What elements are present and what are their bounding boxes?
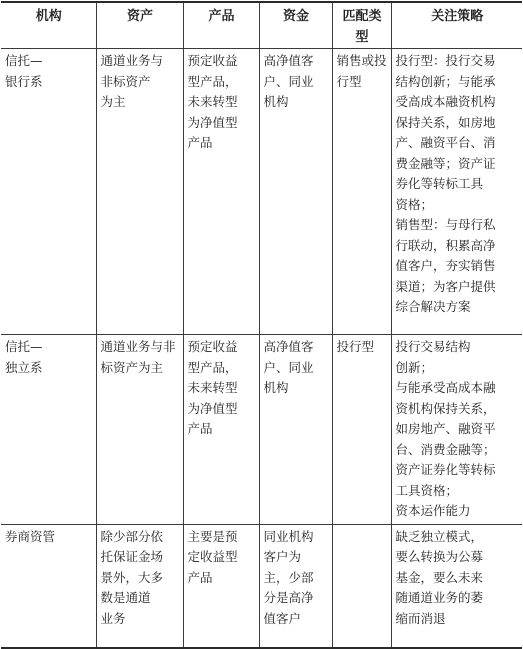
cell-line: 资产证券化等转标 [395, 462, 496, 477]
cell-line: 产品 [187, 569, 213, 585]
cell-line: 同业机构 [263, 528, 314, 544]
cell-match-type [332, 49, 391, 335]
cell-line: 台、消费金融等； [395, 441, 496, 457]
cell-line: 费金融等；资产证 [395, 155, 496, 171]
cell-line: 非标资产 [100, 73, 151, 89]
table-row [1, 524, 522, 648]
table-row [1, 335, 522, 525]
cell-institution [1, 524, 96, 648]
cell-assets [96, 49, 183, 335]
header-institution: 机构 [1, 2, 96, 49]
cell-institution [1, 49, 96, 335]
cell-line: 销售或投 [336, 53, 387, 68]
cell-line: 产品 [187, 135, 213, 150]
cell-line: 除少部分依 [100, 528, 164, 544]
cell-line: 值客户 [263, 610, 302, 626]
header-strategy: 关注策略 [391, 2, 522, 49]
header-funds: 资金 [259, 2, 332, 49]
cell-line: 户、同业 [263, 73, 314, 89]
cell-line: 未来转型 [187, 94, 238, 109]
cell-line: 机构 [263, 94, 289, 109]
cell-line: 投行型 [336, 339, 375, 354]
cell-line: 为净值型 [187, 400, 238, 416]
header-product: 产品 [183, 2, 259, 49]
cell-line: 为净值型 [187, 114, 238, 130]
cell-line: 独立系 [5, 359, 43, 375]
cell-line: 通道业务与 [100, 53, 164, 68]
cell-line: 与能承受高成本融 [395, 380, 496, 395]
cell-line: 如房地产、融资平 [395, 421, 496, 436]
cell-line: 型产品， [187, 359, 238, 375]
cell-line: 户、同业 [263, 359, 314, 375]
header-match-type: 匹配类型 [332, 2, 391, 49]
cell-line: 值客户，夯实销售 [395, 258, 496, 273]
cell-line: 资本运作能力 [395, 503, 471, 518]
cell-line: 券化等转标工具 [395, 176, 484, 191]
cell-line: 标资产为主 [100, 359, 164, 375]
cell-line: 高净值客 [263, 339, 314, 354]
cell-line: 为主 [100, 94, 126, 109]
cell-line: 通道业务与非 [100, 339, 176, 354]
cell-line: 分是高净 [263, 590, 314, 605]
cell-institution [1, 335, 96, 525]
cell-line: 预定收益 [187, 339, 238, 354]
cell-funds [259, 49, 332, 335]
cell-line: 型产品， [187, 73, 238, 89]
cell-line: 业务 [100, 610, 126, 626]
cell-line: 受高成本融资机构 [395, 94, 496, 109]
cell-funds [259, 335, 332, 525]
cell-line: 工具资格； [395, 482, 459, 498]
cell-line: 基金，要么未来 [395, 569, 484, 585]
cell-line: 保持关系，如房地 [395, 114, 496, 130]
cell-line: 缺乏独立模式， [395, 528, 484, 544]
cell-line: 预定收益 [187, 53, 238, 68]
header-assets: 资产 [96, 2, 183, 49]
cell-line: 未来转型 [187, 380, 238, 395]
cell-assets [96, 524, 183, 648]
cell-line: 销售型：与母行私 [395, 217, 496, 232]
cell-line: 综合解决方案 [395, 299, 471, 314]
cell-product [183, 335, 259, 525]
cell-line: 信托— [5, 339, 43, 354]
header-row [1, 2, 522, 49]
cell-line: 要么转换为公募 [395, 549, 484, 564]
cell-line: 产品 [187, 421, 213, 436]
cell-match-type [332, 335, 391, 525]
cell-line: 信托— [5, 53, 43, 68]
cell-strategy [391, 335, 522, 525]
cell-line: 产、融资平台、消 [395, 135, 496, 150]
institution-strategy-table [1, 1, 522, 649]
cell-line: 结构创新；与能承 [395, 73, 496, 89]
cell-product [183, 524, 259, 648]
cell-line: 资机构保持关系， [395, 400, 496, 416]
cell-line: 随通道业务的萎 [395, 590, 484, 605]
cell-line: 景外，大多 [100, 569, 164, 585]
cell-strategy [391, 524, 522, 648]
cell-line: 缩而消退 [395, 610, 446, 626]
table-header [1, 2, 522, 49]
cell-line: 定收益型 [187, 549, 238, 564]
cell-product [183, 49, 259, 335]
cell-line: 投行型：投行交易 [395, 53, 496, 68]
table-row [1, 49, 522, 335]
cell-line: 券商资管 [5, 528, 56, 544]
cell-line: 机构 [263, 380, 289, 395]
cell-line: 行联动，积累高净 [395, 237, 496, 253]
cell-assets [96, 335, 183, 525]
cell-line: 托保证金场 [100, 549, 164, 564]
cell-strategy [391, 49, 522, 335]
cell-match-type [332, 524, 391, 648]
cell-line: 创新； [395, 359, 434, 375]
cell-line: 主，少部 [263, 569, 314, 585]
table-body [1, 49, 522, 649]
cell-line: 投行交易结构 [395, 339, 471, 354]
cell-line: 客户为 [263, 549, 302, 564]
cell-funds [259, 524, 332, 648]
cell-line: 资格； [395, 196, 434, 212]
cell-line: 数是通道 [100, 590, 151, 605]
cell-line: 银行系 [5, 73, 43, 89]
cell-line: 高净值客 [263, 53, 314, 68]
cell-line: 行型 [336, 73, 362, 89]
cell-line: 渠道；为客户提供 [395, 278, 496, 294]
cell-line: 主要是预 [187, 528, 238, 544]
